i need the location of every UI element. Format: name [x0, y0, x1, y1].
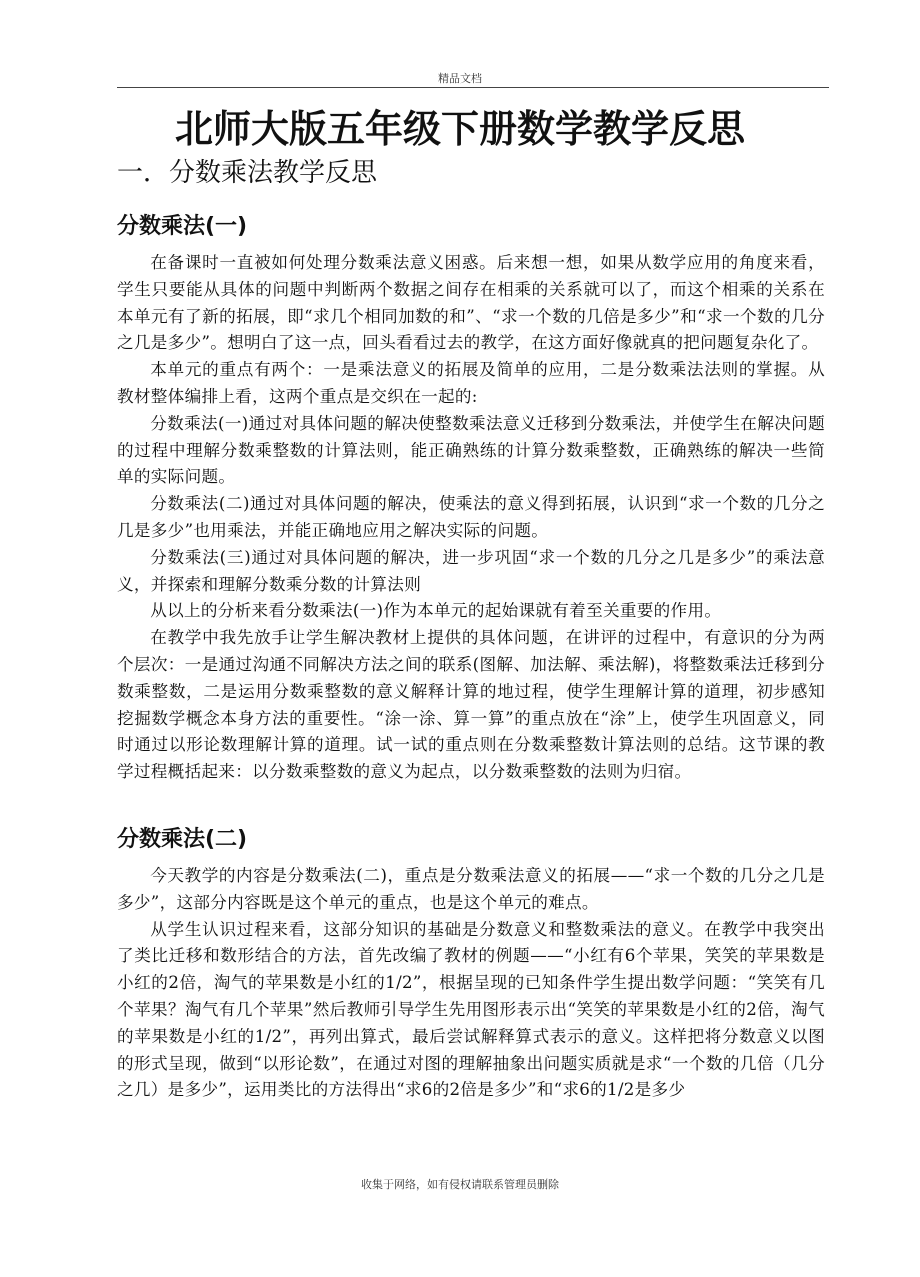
- document-body: [117, 150, 825, 1104]
- paragraph: 从以上的分析来看分数乘法(一)作为本单元的起始课就有着至关重要的作用。: [150, 601, 722, 621]
- paragraph: 分数乘法(一)通过对具体问题的解决使整数乘法意义迁移到分数乘法，并使学生在解决问题的过程中理解分数乘整数的计算法则，能正确熟练的计算分数乘整数，正确熟练的解决一些简单的实际问题。: [117, 413, 825, 487]
- paragraph: 在教学中我先放手让学生解决教材上提供的具体问题，在讲评的过程中，有意识的分为两个层次：一是通过沟通不同解决方法之间的联系(图解、加法解、乘法解)，将整数乘法迁移到分数乘整数，二是运用分数乘整数的意义解释计算的地过程，使学生理解计算的道理，初步感知挖掘数学概念本身方法的重要性。“涂一涂、算一算”的重点放在“涂”上，使学生巩固意义，同时通过以形论数理解计算的道理。试一试的重点则在分数乘整数计算法则的总结。这节课的教学过程概括起来：以分数乘整数的意义为起点，以分数乘整数的法则为归宿。: [117, 628, 825, 782]
- paragraph: 分数乘法(二)通过对具体问题的解决，使乘法的意义得到拓展，认识到“求一个数的几分之几是多少”也用乘法，并能正确地应用之解决实际的问题。: [117, 494, 825, 540]
- paragraph: 从学生认识过程来看，这部分知识的基础是分数意义和整数乘法的意义。在教学中我突出了类比迁移和数形结合的方法，首先改编了教材的例题——“小红有6个苹果，笑笑的苹果数是小红的2倍，淘气的苹果数是小红的1/2”，根据呈现的已知条件学生提出数学问题：“笑笑有几个苹果？淘气有几个苹果”然后教师引导学生先用图形表示出“笑笑的苹果数是小红的2倍，淘气的苹果数是小红的1/2”，再列出算式，最后尝试解释算式表示的意义。这样把将分数意义以图的形式呈现，做到“以形论数”，在通过对图的理解抽象出问题实质就是求“一个数的几倍（几分之几）是多少”，运用类比的方法得出“求6的2倍是多少”和“求6的1/2是多少: [117, 919, 825, 1100]
- section-heading: 一．分数乘法教学反思: [117, 158, 378, 188]
- paragraph: 在备课时一直被如何处理分数乘法意义困惑。后来想一想，如果从数学应用的角度来看，学生只要能从具体的问题中判断两个数据之间存在相乘的关系就可以了，而这个相乘的关系在本单元有了新的拓展，即“求几个相同加数的和”、“求一个数的几倍是多少”和“求一个数的几分之几是多少”。想明白了这一点，回头看看过去的教学，在这方面好像就真的把问题复杂化了。: [117, 253, 825, 353]
- paragraph: 分数乘法(三)通过对具体问题的解决，进一步巩固“求一个数的几分之几是多少”的乘法意义，并探索和理解分数乘分数的计算法则: [117, 547, 825, 594]
- paragraph: 本单元的重点有两个：一是乘法意义的拓展及简单的应用，二是分数乘法法则的掌握。从教材整体编排上看，这两个重点是交织在一起的:: [117, 360, 825, 406]
- header-label: 精品文档: [438, 72, 482, 85]
- header-divider: [117, 87, 829, 88]
- paragraph: 今天教学的内容是分数乘法(二)，重点是分数乘法意义的拓展——“求一个数的几分之几是多少”，这部分内容既是这个单元的重点，也是这个单元的难点。: [117, 865, 825, 912]
- subsection-heading-2: 分数乘法(二): [117, 826, 248, 852]
- subsection-heading-1: 分数乘法(一): [117, 214, 248, 239]
- footer-label: 收集于网络，如有侵权请联系管理员删除: [361, 1178, 559, 1191]
- document-title: 北师大版五年级下册数学教学反思: [174, 107, 745, 151]
